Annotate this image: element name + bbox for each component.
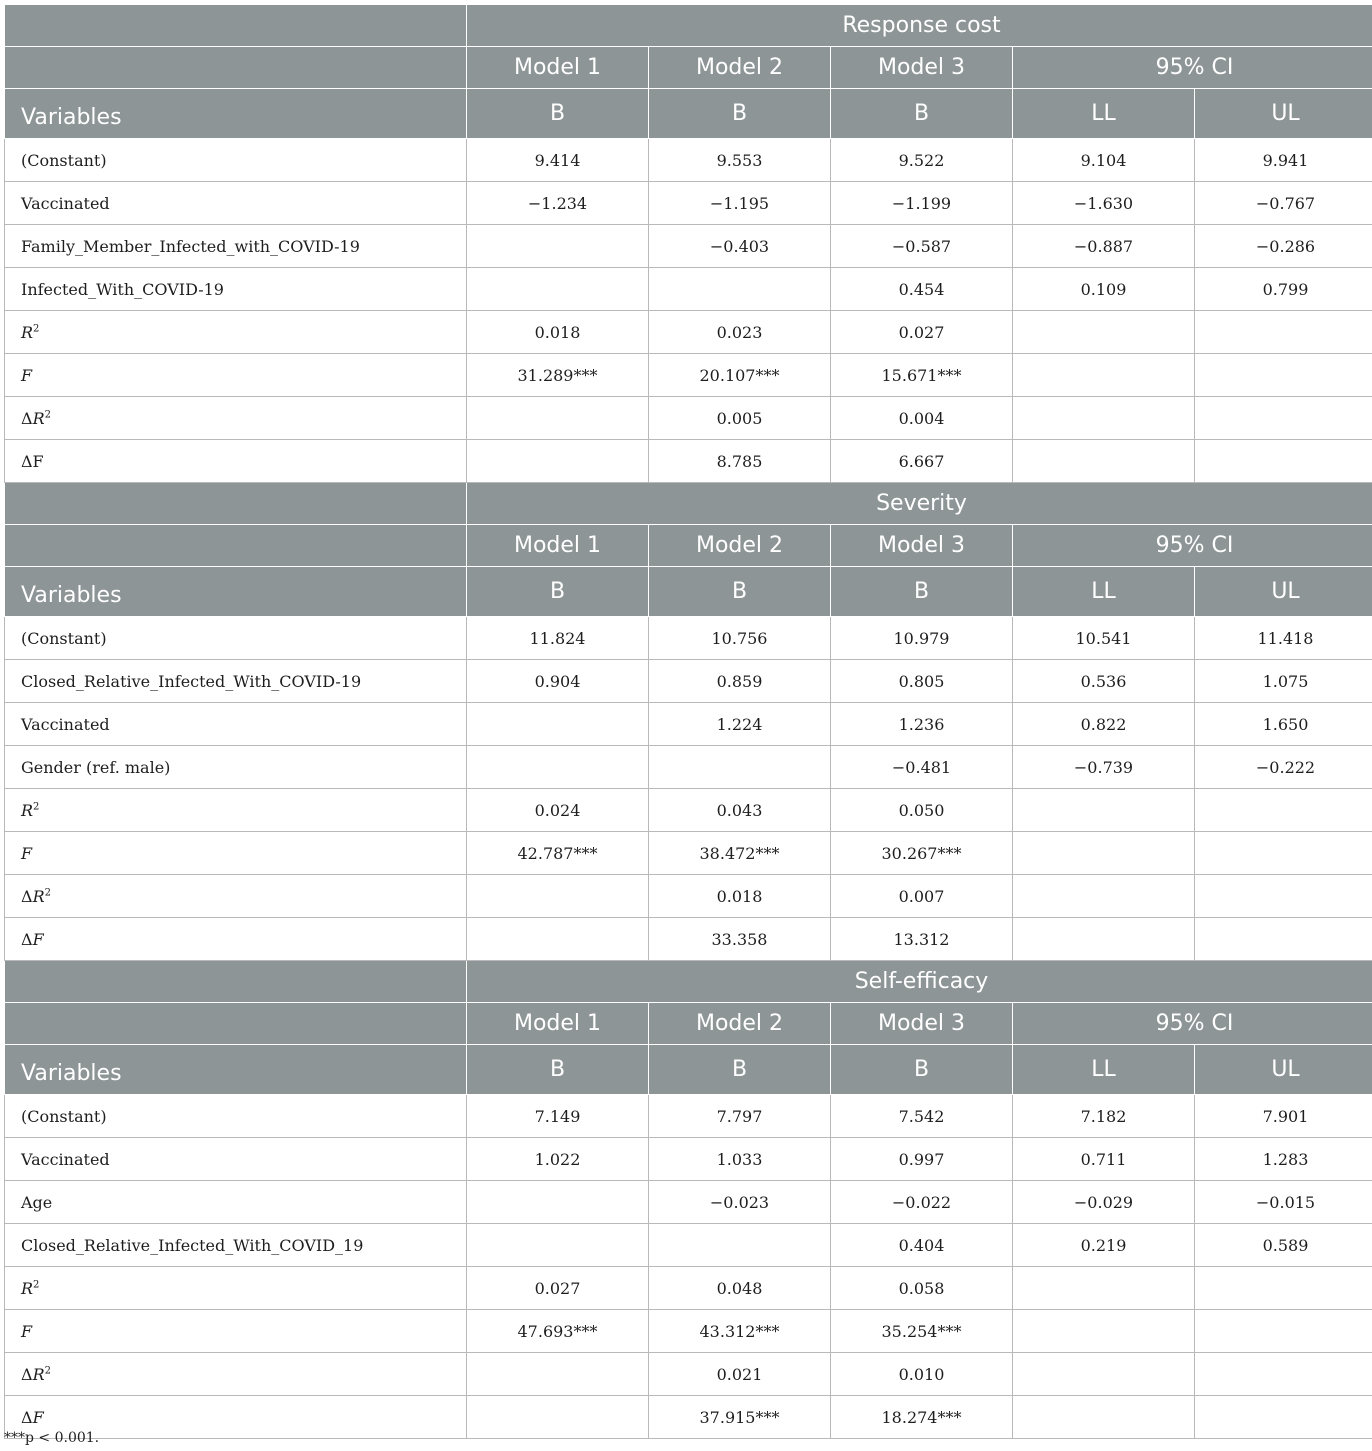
r2-exponent: 2 bbox=[33, 323, 40, 335]
cell-ul bbox=[1195, 311, 1372, 354]
cell-model-2: 38.472*** bbox=[649, 832, 831, 875]
cell-model-3: 13.312 bbox=[831, 918, 1013, 961]
cell-ll: −0.029 bbox=[1013, 1181, 1195, 1224]
header-b: B bbox=[649, 1045, 831, 1095]
cell-ll: 0.711 bbox=[1013, 1138, 1195, 1181]
section-title-row bbox=[5, 5, 1372, 47]
cell-model-3: −0.587 bbox=[831, 225, 1013, 268]
r2-symbol: R bbox=[21, 322, 34, 342]
cell-model-2: −0.023 bbox=[649, 1181, 831, 1224]
cell-ll: 10.541 bbox=[1013, 617, 1195, 660]
delta-f-row bbox=[5, 918, 1372, 961]
cell-model-3: 7.542 bbox=[831, 1095, 1013, 1138]
cell-model-1 bbox=[467, 1224, 649, 1267]
cell-model-1: 0.904 bbox=[467, 660, 649, 703]
cell-ul bbox=[1195, 875, 1372, 918]
cell-ll: 0.219 bbox=[1013, 1224, 1195, 1267]
header-model-2: Model 2 bbox=[649, 47, 831, 89]
cell-model-2: 37.915*** bbox=[649, 1396, 831, 1439]
cell-model-1: −1.234 bbox=[467, 182, 649, 225]
r2-row bbox=[5, 1267, 1372, 1310]
cell-model-2: −0.403 bbox=[649, 225, 831, 268]
header-ll: LL bbox=[1013, 89, 1195, 139]
cell-model-3: −1.199 bbox=[831, 182, 1013, 225]
row-label: Vaccinated bbox=[5, 182, 467, 225]
header-b: B bbox=[831, 1045, 1013, 1095]
cell-model-3: 9.522 bbox=[831, 139, 1013, 182]
f-symbol: F bbox=[32, 1407, 44, 1427]
header-b: B bbox=[831, 567, 1013, 617]
header-blank-cell bbox=[5, 1003, 467, 1045]
cell-ul: −0.015 bbox=[1195, 1181, 1372, 1224]
table-row bbox=[5, 617, 1372, 660]
cell-ll bbox=[1013, 440, 1195, 483]
header-variables: Variables bbox=[5, 1045, 467, 1095]
section-title: Self-efficacy bbox=[467, 961, 1372, 1003]
cell-ll bbox=[1013, 354, 1195, 397]
cell-model-1: 1.022 bbox=[467, 1138, 649, 1181]
delta-f-row bbox=[5, 1396, 1372, 1439]
table-row bbox=[5, 139, 1372, 182]
cell-ll: 0.536 bbox=[1013, 660, 1195, 703]
section-title-row bbox=[5, 961, 1372, 1003]
f-symbol: F bbox=[32, 929, 44, 949]
cell-model-1: 31.289*** bbox=[467, 354, 649, 397]
cell-model-1 bbox=[467, 746, 649, 789]
header-model-2: Model 2 bbox=[649, 1003, 831, 1045]
cell-model-3: −0.022 bbox=[831, 1181, 1013, 1224]
table-row bbox=[5, 1181, 1372, 1224]
cell-ll bbox=[1013, 311, 1195, 354]
header-ll: LL bbox=[1013, 567, 1195, 617]
header-b: B bbox=[831, 89, 1013, 139]
header-ci: 95% CI bbox=[1013, 47, 1372, 89]
cell-model-2: 0.018 bbox=[649, 875, 831, 918]
cell-model-1 bbox=[467, 440, 649, 483]
cell-model-2 bbox=[649, 268, 831, 311]
header-model-2: Model 2 bbox=[649, 525, 831, 567]
cell-model-1 bbox=[467, 1181, 649, 1224]
f-label bbox=[5, 832, 467, 875]
cell-ul: 0.589 bbox=[1195, 1224, 1372, 1267]
cell-ll bbox=[1013, 832, 1195, 875]
header-model-3: Model 3 bbox=[831, 525, 1013, 567]
cell-ul: 1.650 bbox=[1195, 703, 1372, 746]
f-symbol: F bbox=[21, 365, 33, 385]
cell-model-1: 42.787*** bbox=[467, 832, 649, 875]
cell-model-2: 20.107*** bbox=[649, 354, 831, 397]
header-model-1: Model 1 bbox=[467, 47, 649, 89]
cell-model-2: 33.358 bbox=[649, 918, 831, 961]
section-response-cost bbox=[5, 5, 1372, 483]
cell-ul: 7.901 bbox=[1195, 1095, 1372, 1138]
row-label: (Constant) bbox=[5, 139, 467, 182]
cell-ul bbox=[1195, 440, 1372, 483]
r2-label bbox=[5, 311, 467, 354]
cell-ul: 9.941 bbox=[1195, 139, 1372, 182]
cell-model-3: 0.007 bbox=[831, 875, 1013, 918]
cell-model-3: 18.274*** bbox=[831, 1396, 1013, 1439]
regression-table bbox=[4, 4, 1372, 1439]
cell-ll bbox=[1013, 918, 1195, 961]
f-symbol: F bbox=[21, 843, 33, 863]
cell-model-1 bbox=[467, 918, 649, 961]
header-model-1: Model 1 bbox=[467, 525, 649, 567]
f-label bbox=[5, 1310, 467, 1353]
header-ul: UL bbox=[1195, 567, 1372, 617]
cell-model-3: −0.481 bbox=[831, 746, 1013, 789]
cell-model-1: 11.824 bbox=[467, 617, 649, 660]
coef-header-row bbox=[5, 567, 1372, 617]
cell-ul bbox=[1195, 1310, 1372, 1353]
header-ul: UL bbox=[1195, 89, 1372, 139]
cell-ul: 1.283 bbox=[1195, 1138, 1372, 1181]
r2-row bbox=[5, 311, 1372, 354]
regression-table-container bbox=[4, 4, 1368, 1439]
cell-ll bbox=[1013, 1353, 1195, 1396]
cell-model-3: 0.010 bbox=[831, 1353, 1013, 1396]
header-model-3: Model 3 bbox=[831, 47, 1013, 89]
r2-symbol: R bbox=[21, 800, 34, 820]
cell-ll: 0.109 bbox=[1013, 268, 1195, 311]
cell-model-2: 0.021 bbox=[649, 1353, 831, 1396]
section-severity bbox=[5, 483, 1372, 961]
header-model-1: Model 1 bbox=[467, 1003, 649, 1045]
cell-ll: −1.630 bbox=[1013, 182, 1195, 225]
cell-model-2: 0.048 bbox=[649, 1267, 831, 1310]
cell-ll bbox=[1013, 397, 1195, 440]
table-footnote: ***p < 0.001. bbox=[4, 1430, 100, 1446]
cell-model-1: 9.414 bbox=[467, 139, 649, 182]
r2-exponent: 2 bbox=[33, 1279, 40, 1291]
cell-model-3: 10.979 bbox=[831, 617, 1013, 660]
row-label: Infected_With_COVID-19 bbox=[5, 268, 467, 311]
cell-model-3: 0.004 bbox=[831, 397, 1013, 440]
header-ci: 95% CI bbox=[1013, 1003, 1372, 1045]
delta-f-label bbox=[5, 918, 467, 961]
f-row bbox=[5, 832, 1372, 875]
cell-ul bbox=[1195, 1353, 1372, 1396]
cell-model-1 bbox=[467, 875, 649, 918]
header-variables: Variables bbox=[5, 89, 467, 139]
delta-symbol: Δ bbox=[21, 1407, 33, 1427]
table-row bbox=[5, 225, 1372, 268]
cell-ul: −0.286 bbox=[1195, 225, 1372, 268]
header-b: B bbox=[467, 89, 649, 139]
cell-ll bbox=[1013, 1396, 1195, 1439]
delta-symbol: Δ bbox=[21, 1364, 33, 1384]
cell-model-2: 0.859 bbox=[649, 660, 831, 703]
coef-header-row bbox=[5, 89, 1372, 139]
row-label: Vaccinated bbox=[5, 1138, 467, 1181]
cell-ul bbox=[1195, 1396, 1372, 1439]
section-title: Response cost bbox=[467, 5, 1372, 47]
cell-model-2 bbox=[649, 746, 831, 789]
row-label: Closed_Relative_Infected_With_COVID_19 bbox=[5, 1224, 467, 1267]
cell-model-3: 0.997 bbox=[831, 1138, 1013, 1181]
cell-model-1 bbox=[467, 268, 649, 311]
cell-model-3: 0.805 bbox=[831, 660, 1013, 703]
cell-ll: −0.887 bbox=[1013, 225, 1195, 268]
header-b: B bbox=[649, 89, 831, 139]
section-self-efficacy bbox=[5, 961, 1372, 1439]
cell-ul bbox=[1195, 1267, 1372, 1310]
header-b: B bbox=[467, 1045, 649, 1095]
cell-model-1 bbox=[467, 397, 649, 440]
f-symbol: F bbox=[21, 1321, 33, 1341]
r2-exponent: 2 bbox=[44, 409, 51, 421]
r2-symbol: R bbox=[32, 408, 45, 428]
header-model-3: Model 3 bbox=[831, 1003, 1013, 1045]
delta-symbol: Δ bbox=[21, 886, 33, 906]
table-row bbox=[5, 1138, 1372, 1181]
header-blank-cell bbox=[5, 961, 467, 1003]
f-row bbox=[5, 1310, 1372, 1353]
cell-ll bbox=[1013, 789, 1195, 832]
r2-symbol: R bbox=[32, 1364, 45, 1384]
cell-ll bbox=[1013, 1310, 1195, 1353]
cell-model-2: −1.195 bbox=[649, 182, 831, 225]
cell-model-1: 47.693*** bbox=[467, 1310, 649, 1353]
row-label: (Constant) bbox=[5, 1095, 467, 1138]
cell-model-2 bbox=[649, 1224, 831, 1267]
row-label: (Constant) bbox=[5, 617, 467, 660]
header-ul: UL bbox=[1195, 1045, 1372, 1095]
cell-model-2: 10.756 bbox=[649, 617, 831, 660]
cell-model-3: 1.236 bbox=[831, 703, 1013, 746]
header-blank-cell bbox=[5, 525, 467, 567]
cell-model-1 bbox=[467, 1396, 649, 1439]
r2-exponent: 2 bbox=[44, 1365, 51, 1377]
cell-ll bbox=[1013, 1267, 1195, 1310]
cell-ul bbox=[1195, 918, 1372, 961]
delta-symbol: Δ bbox=[21, 408, 33, 428]
cell-model-1: 0.018 bbox=[467, 311, 649, 354]
cell-model-3: 0.050 bbox=[831, 789, 1013, 832]
cell-model-2: 0.005 bbox=[649, 397, 831, 440]
r2-row bbox=[5, 789, 1372, 832]
cell-model-1 bbox=[467, 1353, 649, 1396]
cell-model-3: 30.267*** bbox=[831, 832, 1013, 875]
cell-model-2: 8.785 bbox=[649, 440, 831, 483]
cell-model-1 bbox=[467, 225, 649, 268]
cell-model-3: 0.027 bbox=[831, 311, 1013, 354]
cell-model-3: 15.671*** bbox=[831, 354, 1013, 397]
table-row bbox=[5, 182, 1372, 225]
cell-model-2: 0.043 bbox=[649, 789, 831, 832]
cell-ul: −0.222 bbox=[1195, 746, 1372, 789]
row-label: Age bbox=[5, 1181, 467, 1224]
r2-exponent: 2 bbox=[44, 887, 51, 899]
cell-model-2: 1.033 bbox=[649, 1138, 831, 1181]
table-row bbox=[5, 268, 1372, 311]
header-ll: LL bbox=[1013, 1045, 1195, 1095]
cell-model-1: 0.024 bbox=[467, 789, 649, 832]
cell-ul: −0.767 bbox=[1195, 182, 1372, 225]
delta-f-label: ΔF bbox=[5, 440, 467, 483]
table-row bbox=[5, 1224, 1372, 1267]
cell-model-2: 9.553 bbox=[649, 139, 831, 182]
cell-model-1: 0.027 bbox=[467, 1267, 649, 1310]
row-label: Vaccinated bbox=[5, 703, 467, 746]
row-label: Family_Member_Infected_with_COVID-19 bbox=[5, 225, 467, 268]
cell-model-1: 7.149 bbox=[467, 1095, 649, 1138]
header-b: B bbox=[649, 567, 831, 617]
cell-model-1 bbox=[467, 703, 649, 746]
table-row bbox=[5, 746, 1372, 789]
cell-model-2: 7.797 bbox=[649, 1095, 831, 1138]
cell-ul bbox=[1195, 832, 1372, 875]
r2-label bbox=[5, 789, 467, 832]
r2-symbol: R bbox=[32, 886, 45, 906]
row-label: Gender (ref. male) bbox=[5, 746, 467, 789]
delta-f-row bbox=[5, 440, 1372, 483]
cell-ll bbox=[1013, 875, 1195, 918]
table-row bbox=[5, 1095, 1372, 1138]
section-title-row bbox=[5, 483, 1372, 525]
cell-model-3: 0.058 bbox=[831, 1267, 1013, 1310]
delta-r2-row bbox=[5, 1353, 1372, 1396]
delta-r2-label bbox=[5, 875, 467, 918]
cell-ul: 0.799 bbox=[1195, 268, 1372, 311]
cell-ul bbox=[1195, 397, 1372, 440]
header-ci: 95% CI bbox=[1013, 525, 1372, 567]
delta-r2-label bbox=[5, 397, 467, 440]
cell-ll: −0.739 bbox=[1013, 746, 1195, 789]
cell-model-3: 0.404 bbox=[831, 1224, 1013, 1267]
header-variables: Variables bbox=[5, 567, 467, 617]
f-row bbox=[5, 354, 1372, 397]
delta-r2-label bbox=[5, 1353, 467, 1396]
cell-ul: 1.075 bbox=[1195, 660, 1372, 703]
header-b: B bbox=[467, 567, 649, 617]
cell-model-2: 1.224 bbox=[649, 703, 831, 746]
r2-exponent: 2 bbox=[33, 801, 40, 813]
cell-model-3: 35.254*** bbox=[831, 1310, 1013, 1353]
model-header-row bbox=[5, 525, 1372, 567]
cell-ul bbox=[1195, 354, 1372, 397]
header-blank-cell bbox=[5, 5, 467, 47]
cell-model-2: 43.312*** bbox=[649, 1310, 831, 1353]
table-row bbox=[5, 703, 1372, 746]
cell-model-3: 6.667 bbox=[831, 440, 1013, 483]
model-header-row bbox=[5, 1003, 1372, 1045]
cell-ll: 9.104 bbox=[1013, 139, 1195, 182]
r2-label bbox=[5, 1267, 467, 1310]
cell-model-2: 0.023 bbox=[649, 311, 831, 354]
cell-ll: 0.822 bbox=[1013, 703, 1195, 746]
table-row bbox=[5, 660, 1372, 703]
coef-header-row bbox=[5, 1045, 1372, 1095]
cell-model-3: 0.454 bbox=[831, 268, 1013, 311]
delta-symbol: Δ bbox=[21, 929, 33, 949]
cell-ul bbox=[1195, 789, 1372, 832]
cell-ll: 7.182 bbox=[1013, 1095, 1195, 1138]
header-blank-cell bbox=[5, 483, 467, 525]
f-label bbox=[5, 354, 467, 397]
section-title: Severity bbox=[467, 483, 1372, 525]
r2-symbol: R bbox=[21, 1278, 34, 1298]
model-header-row bbox=[5, 47, 1372, 89]
cell-ul: 11.418 bbox=[1195, 617, 1372, 660]
row-label: Closed_Relative_Infected_With_COVID-19 bbox=[5, 660, 467, 703]
delta-r2-row bbox=[5, 397, 1372, 440]
header-blank-cell bbox=[5, 47, 467, 89]
delta-r2-row bbox=[5, 875, 1372, 918]
